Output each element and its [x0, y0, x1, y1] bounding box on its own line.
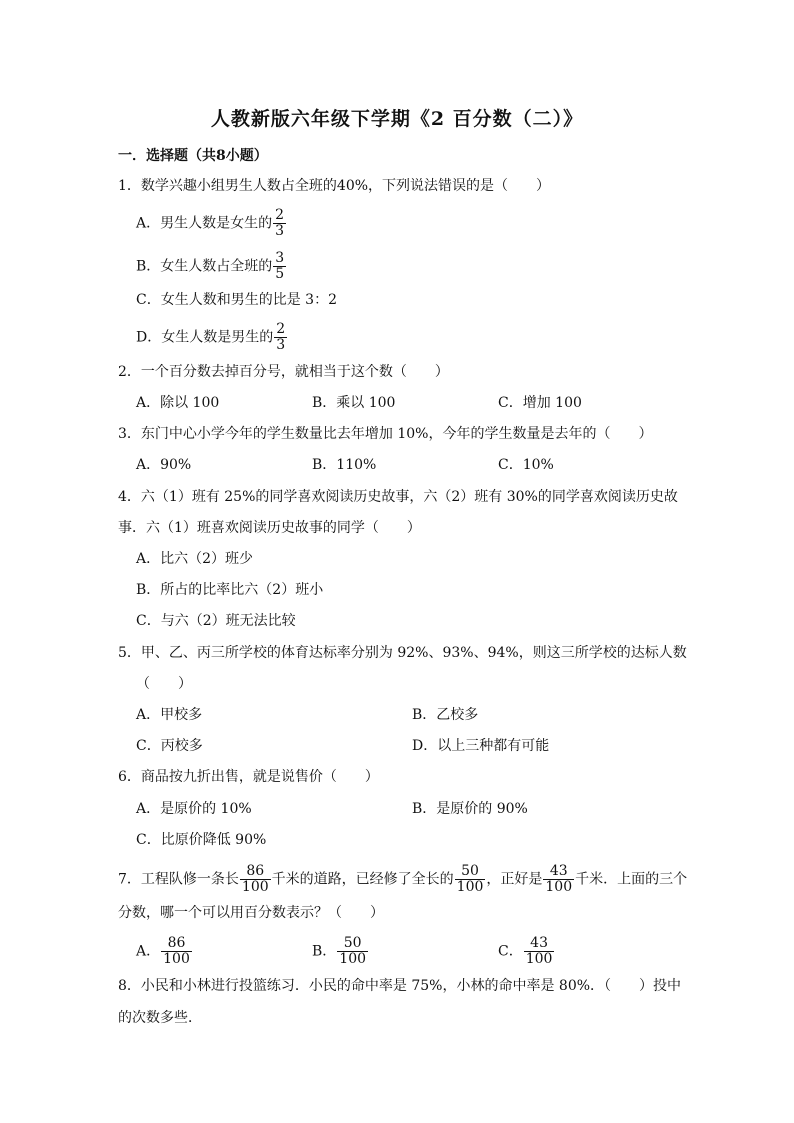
question-2-option-b[interactable]: B．乘以 100 — [312, 395, 396, 411]
question-2-option-c[interactable]: C．增加 100 — [498, 395, 582, 411]
option-text: D．女生人数是男生的 — [136, 329, 274, 346]
question-5-stem-line-2: （ ） — [136, 676, 192, 692]
question-5-option-a[interactable]: A．甲校多 — [136, 707, 203, 723]
question-7-option-a[interactable] — [136, 936, 193, 967]
option-text: A．男生人数是女生的 — [136, 215, 273, 232]
fraction: $\frac{50}{100}$ — [339, 935, 367, 967]
question-1-option-b[interactable] — [136, 251, 287, 282]
question-6-option-b[interactable]: B．是原价的 90% — [412, 801, 528, 817]
question-7-stem-line-1 — [118, 864, 687, 895]
fraction: $\frac{43}{100}$ — [545, 863, 573, 895]
stem-text: 千米的道路，已经修了全长的 — [271, 871, 454, 888]
question-6-stem: 6．商品按九折出售，就是说售价（ ） — [118, 769, 379, 785]
question-2-stem: 2．一个百分数去掉百分号，就相当于这个数（ ） — [118, 364, 449, 380]
question-4-option-a[interactable]: A．比六（2）班少 — [136, 551, 254, 567]
fraction: $\frac{43}{100}$ — [525, 935, 553, 967]
question-5-option-b[interactable]: B．乙校多 — [412, 707, 479, 723]
stem-text: ，正好是 — [486, 871, 543, 888]
fraction: $\frac{2}{3}$ — [275, 207, 285, 239]
question-3-option-c[interactable]: C．10% — [498, 457, 554, 473]
stem-text: 千米．上面的三个 — [575, 871, 688, 888]
question-4-stem-line-2: 事．六（1）班喜欢阅读历史故事的同学（ ） — [118, 520, 421, 536]
question-5-option-d[interactable]: D．以上三种都有可能 — [412, 738, 550, 754]
option-text: B．女生人数占全班的 — [136, 258, 273, 275]
question-6-option-a[interactable]: A．是原价的 10% — [136, 801, 252, 817]
section-heading: 一．选择题（共8小题） — [118, 148, 268, 164]
stem-text: 7．工程队修一条长 — [118, 871, 239, 888]
question-1-option-c[interactable]: C．女生人数和男生的比是 3：2 — [136, 292, 337, 308]
question-1-stem: 1．数学兴趣小组男生人数占全班的40%，下列说法错误的是（ ） — [118, 178, 551, 194]
question-3-stem: 3．东门中心小学今年的学生数量比去年增加 10%，今年的学生数量是去年的（ ） — [118, 426, 653, 442]
question-7-stem-line-2: 分数，哪一个可以用百分数表示？（ ） — [118, 905, 384, 921]
question-4-option-c[interactable]: C．与六（2）班无法比较 — [136, 613, 296, 629]
question-5-option-c[interactable]: C．丙校多 — [136, 738, 203, 754]
question-3-option-a[interactable]: A．90% — [136, 457, 192, 473]
question-7-option-b[interactable] — [312, 936, 369, 967]
fraction: $\frac{3}{5}$ — [275, 250, 285, 282]
option-label: A． — [136, 943, 161, 960]
question-4-stem-line-1: 4．六（1）班有 25%的同学喜欢阅读历史故事，六（2）班有 30%的同学喜欢阅读历史故 — [118, 489, 678, 505]
page-title: 人教新版六年级下学期《2 百分数（二）》 — [210, 108, 584, 130]
question-8-stem-line-2: 的次数多些． — [118, 1010, 202, 1026]
question-8-stem-line-1: 8．小民和小林进行投篮练习．小民的命中率是 75%，小林的命中率是 80%．（ ）投中 — [118, 978, 682, 994]
option-label: B． — [312, 943, 337, 960]
question-4-option-b[interactable]: B．所占的比率比六（2）班小 — [136, 582, 324, 598]
fraction: $\frac{50}{100}$ — [456, 863, 484, 895]
question-6-option-c[interactable]: C．比原价降低 90% — [136, 832, 267, 848]
fraction: $\frac{86}{100}$ — [241, 863, 269, 895]
fraction: $\frac{86}{100}$ — [163, 935, 190, 967]
question-1-option-a[interactable] — [136, 208, 287, 239]
option-label: C． — [498, 943, 523, 960]
question-2-option-a[interactable]: A．除以 100 — [136, 395, 220, 411]
question-1-option-d[interactable] — [136, 322, 288, 353]
fraction: $\frac{2}{3}$ — [276, 321, 286, 353]
question-7-option-c[interactable] — [498, 936, 555, 967]
question-5-stem-line-1: 5．甲、乙、丙三所学校的体育达标率分别为 92%、93%、94%，则这三所学校的达标人数 — [118, 645, 687, 661]
question-3-option-b[interactable]: B．110% — [312, 457, 377, 473]
